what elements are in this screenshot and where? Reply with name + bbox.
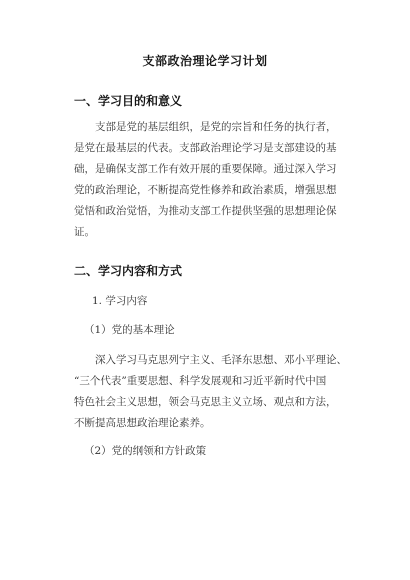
paragraph-line: 党的政治理论，不断提高党性修养和政治素质，增强思想 [74, 184, 337, 196]
paragraph-line: “三个代表”重要思想、科学发展观和习近平新时代中国 [74, 375, 327, 387]
paragraph-line: 深入学习马克思列宁主义、毛泽东思想、邓小平理论、 [95, 354, 347, 366]
list-item-study-content: 1. 学习内容 [92, 295, 148, 307]
paragraph-line: 不断提高思想政治理论素养。 [74, 417, 211, 429]
paragraph-line: 础，是确保支部工作有效开展的重要保障。通过深入学习 [74, 163, 337, 175]
paragraph-basic-theory [74, 350, 354, 434]
document-title: 支部政治理论学习计划 [142, 54, 268, 68]
paragraph-line: 证。 [74, 226, 95, 238]
paragraph-line: 觉悟和政治觉悟，为推动支部工作提供坚强的思想理论保 [74, 205, 337, 217]
section-heading-content: 二、学习内容和方式 [74, 264, 183, 278]
paragraph-purpose [74, 117, 354, 243]
paragraph-line: 是党在最基层的代表。支部政治理论学习是支部建设的基 [74, 142, 337, 154]
paragraph-line: 特色社会主义思想，领会马克思主义立场、观点和方法， [74, 396, 337, 408]
subheading-program-policy: （2）党的纲领和方针政策 [84, 445, 207, 457]
paragraph-line: 支部是党的基层组织，是党的宗旨和任务的执行者， [95, 121, 337, 133]
section-heading-purpose: 一、学习目的和意义 [74, 94, 183, 108]
subheading-basic-theory: （1）党的基本理论 [84, 324, 175, 336]
